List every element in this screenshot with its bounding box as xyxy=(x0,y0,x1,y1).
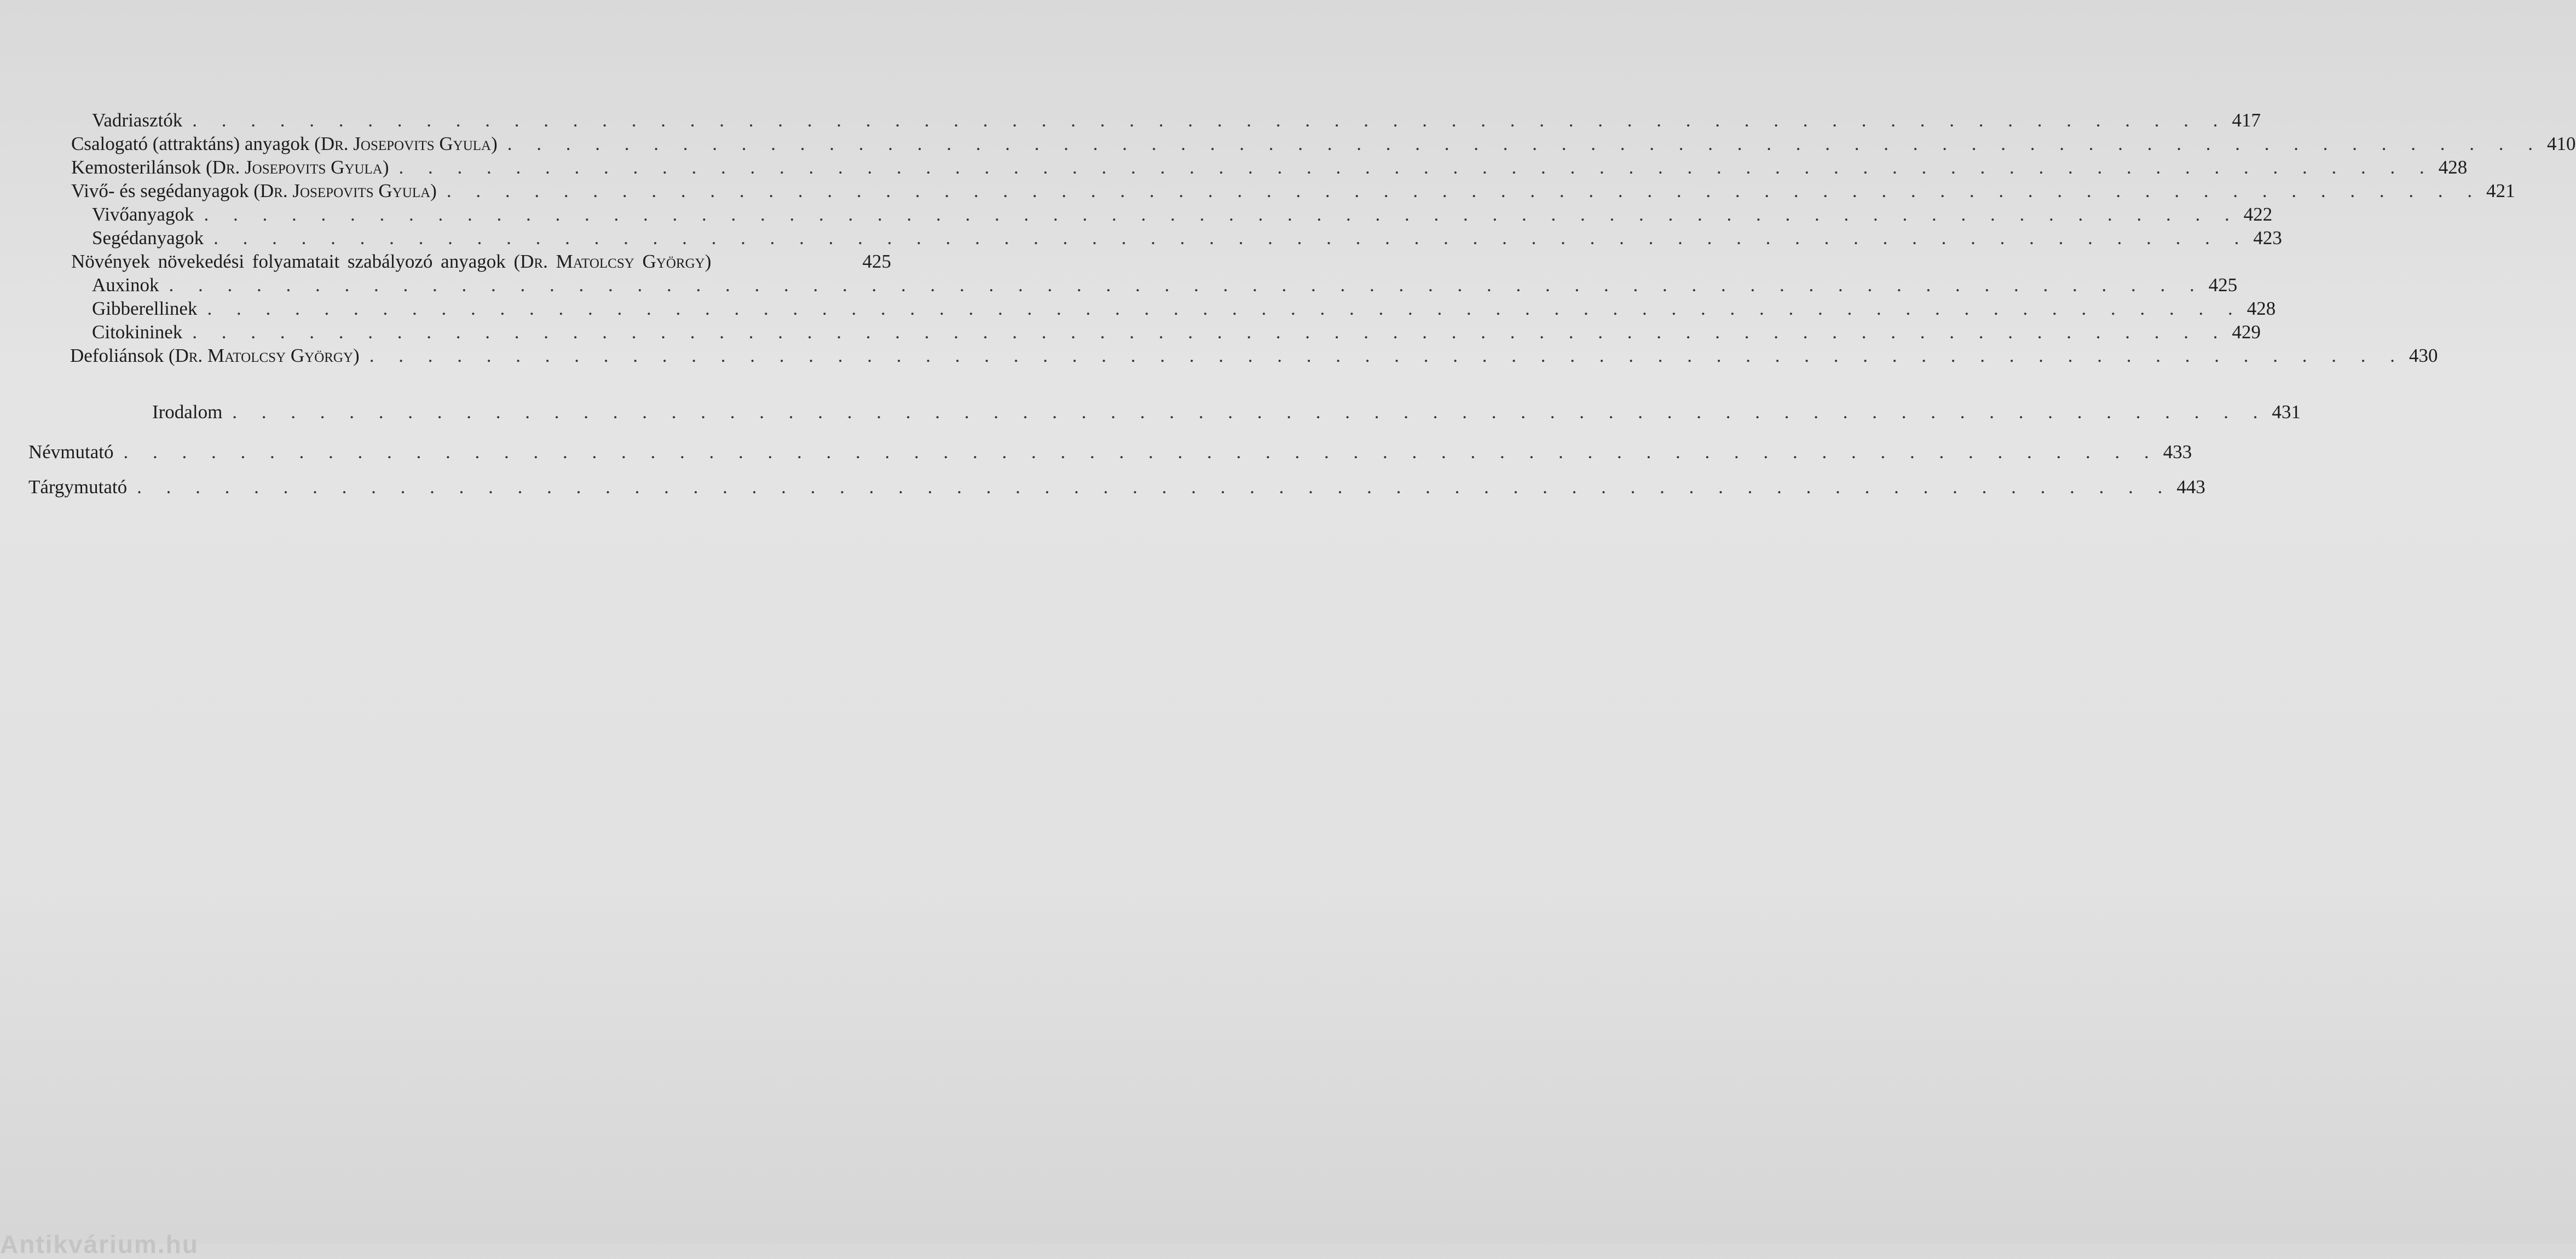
toc-entry-author: (Dr. Josepovits Gyula) xyxy=(253,180,437,201)
toc-entry xyxy=(92,226,2282,250)
toc-entry-title: Defoliánsok (Dr. Matolcsy György) xyxy=(70,345,360,366)
toc-dot-leader: . . . . . . . . . . . . . . . . . . . . . . . . . . . . . . . . . . . . . . . . . . . . . . . . . . . . . . . . . . . . . . . . . . . . . . xyxy=(192,109,2228,131)
toc-page-number: 433 xyxy=(2163,441,2192,463)
toc-page-number: 425 xyxy=(2208,274,2238,296)
toc-entry-title: Gibberellinek xyxy=(92,298,198,319)
toc-page-number: 428 xyxy=(2246,298,2276,319)
toc-entry xyxy=(92,273,2238,297)
toc-entry-title: Vivőanyagok xyxy=(92,204,194,225)
toc-entry-title: Névmutató xyxy=(28,441,114,463)
toc-entry-author: (Dr. Matolcsy György) xyxy=(168,345,360,366)
toc-entry-title: Csalogató (attraktáns) anyagok (Dr. Josepovits Gyula) xyxy=(71,133,498,154)
toc-entry xyxy=(92,203,2273,227)
toc-entry-title: Auxinok xyxy=(92,274,159,296)
toc-entry-author: (Dr. Josepovits Gyula) xyxy=(205,157,389,178)
toc-dot-leader: . . . . . . . . . . . . . . . . . . . . . . . . . . . . . . . . . . . . . . . . . . . . . . . . . . . . . . . . . . . . . . . . . . . . . . xyxy=(137,476,2173,498)
toc-entry-title: Segédanyagok xyxy=(92,227,204,249)
toc-entry xyxy=(92,297,2276,321)
toc-page-number: 423 xyxy=(2253,227,2282,249)
toc-dot-leader: . . . . . . . . . . . . . . . . . . . . . . . . . . . . . . . . . . . . . . . . . . . . . . . . . . . . . . . . . . . . . . . . . . . . . . xyxy=(369,345,2405,366)
toc-page-number: 421 xyxy=(2486,180,2515,201)
toc-entry xyxy=(71,250,891,274)
toc-entry-author: (Dr. Josepovits Gyula) xyxy=(314,133,498,154)
toc-entry xyxy=(71,155,2468,180)
toc-entry-title: Irodalom xyxy=(152,401,223,423)
watermark: Antikvárium.hu xyxy=(0,1230,199,1258)
toc-dot-leader: . . . . . . . . . . . . . . . . . . . . . . . . . . . . . . . . . . . . . . . . . . . . . . . . . . . . . . . . . . . . . . . . . . . . . . xyxy=(213,227,2249,249)
toc-page-number: 429 xyxy=(2232,321,2261,343)
toc-entry xyxy=(71,132,2576,156)
toc-entry-title: Növények növekedési folyamatait szabályozó anyagok (Dr. Matolcsy György) xyxy=(71,251,712,272)
toc-dot-leader: . . . . . . . . . . . . . . . . . . . . . . . . . . . . . . . . . . . . . . . . . . . . . . . . . . . . . . . . . . . . . . . . . . . . . . xyxy=(123,441,2159,463)
toc-page-number: 431 xyxy=(2272,401,2301,423)
toc-entry xyxy=(92,320,2261,344)
toc-entry xyxy=(70,344,2438,368)
toc-page-number: 422 xyxy=(2243,204,2273,225)
toc-dot-leader: . . . . . . . . . . . . . . . . . . . . . . . . . . . . . . . . . . . . . . . . . . . . . . . . . . . . . . . . . . . . . . . . . . . . . . xyxy=(169,274,2204,296)
toc-entry-author: (Dr. Matolcsy György) xyxy=(513,251,712,272)
toc-entry xyxy=(28,440,2192,464)
toc-entry xyxy=(152,400,2301,424)
toc-dot-leader: . . . . . . . . . . . . . . . . . . . . . . . . . . . . . . . . . . . . . . . . . . . . . . . . . . . . . . . . . . . . . . . . . . . . . . xyxy=(446,180,2482,201)
toc-dot-leader: . . . . . . . . . . . . . . . . . . . . . . . . . . . . . . . . . . . . . . . . . . . . . . . . . . . . . . . . . . . . . . . . . . . . . . xyxy=(232,401,2268,423)
toc-entry xyxy=(28,475,2205,499)
toc-dot-leader: . . . . . . . . . . . . . . . . . . . . . . . . . . . . . . . . . . . . . . . . . . . . . . . . . . . . . . . . . . . . . . . . . . . . . . xyxy=(507,133,2543,154)
toc-page-number: 428 xyxy=(2438,157,2468,178)
toc-page-number: 425 xyxy=(862,251,891,272)
toc-entry-title: Vadriasztók xyxy=(92,109,183,131)
toc-entry-title: Kemosterilánsok (Dr. Josepovits Gyula) xyxy=(71,157,389,178)
toc-entry-title: Citokininek xyxy=(92,321,183,343)
toc-dot-leader: . . . . . . . . . . . . . . . . . . . . . . . . . . . . . . . . . . . . . . . . . . . . . . . . . . . . . . . . . . . . . . . . . . . . . . xyxy=(204,204,2239,225)
toc-entry xyxy=(92,108,2261,132)
toc-entry-title: Tárgymutató xyxy=(28,476,128,498)
toc-dot-leader: . . . . . . . . . . . . . . . . . . . . . . . . . . . . . . . . . . . . . . . . . . . . . . . . . . . . . . . . . . . . . . . . . . . . . . xyxy=(398,157,2434,178)
toc-page-number: 410 xyxy=(2547,133,2576,154)
toc-dot-leader: . . . . . . . . . . . . . . . . . . . . . . . . . . . . . . . . . . . . . . . . . . . . . . . . . . . . . . . . . . . . . . . . . . . . . . xyxy=(207,298,2243,319)
toc-dot-leader: . . . . . . . . . . . . . . . . . . . . . . . . . . . . . . . . . . . . . . . . . . . . . . . . . . . . . . . . . . . . . . . . . . . . . . xyxy=(192,321,2228,343)
toc-entry xyxy=(71,179,2515,203)
toc-entry-title: Vivő- és segédanyagok (Dr. Josepovits Gyula) xyxy=(71,180,437,201)
toc-page-number: 417 xyxy=(2232,109,2261,131)
toc-page-number: 443 xyxy=(2176,476,2205,498)
toc-page-number: 430 xyxy=(2408,345,2438,366)
